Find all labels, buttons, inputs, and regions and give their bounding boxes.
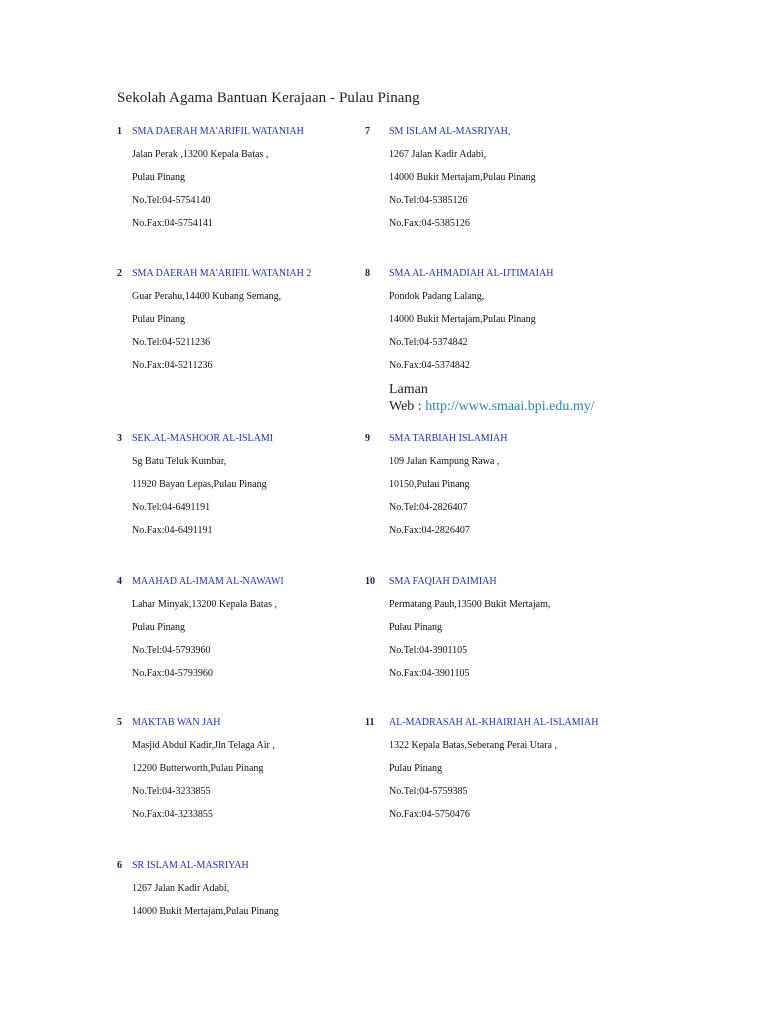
address-line: Masjid Abdul Kadir,Jln Telaga Air , — [132, 740, 275, 751]
school-number: 10 — [365, 576, 375, 587]
fax-number: No.Fax:04-5754141 — [132, 218, 213, 229]
phone-number: No.Tel:04-5374842 — [389, 337, 468, 348]
address-line: 14000 Bukit Mertajam,Pulau Pinang — [389, 172, 536, 183]
school-number: 11 — [365, 717, 375, 728]
school-name: SMA TARBIAH ISLAMIAH — [389, 433, 508, 444]
phone-number: No.Tel:04-2826407 — [389, 502, 468, 513]
phone-number: No.Tel:04-5754140 — [132, 195, 211, 206]
address-line: Pulau Pinang — [132, 622, 186, 633]
phone-number: No.Tel:04-5759385 — [389, 786, 468, 797]
address-line: 14000 Bukit Mertajam,Pulau Pinang — [132, 906, 279, 917]
fax-number: No.Fax:04-6491191 — [132, 525, 213, 536]
address-line: Pondok Padang Lalang, — [389, 291, 485, 302]
address-line: 1322 Kepala Batas,Seberang Perai Utara , — [389, 740, 557, 751]
fax-number: No.Fax:04-3901105 — [389, 668, 470, 679]
phone-number: No.Tel:04-3233855 — [132, 786, 211, 797]
school-number: 5 — [117, 717, 122, 728]
school-number: 1 — [117, 126, 122, 137]
website-label: Web : — [389, 399, 422, 414]
school-name: SMA DAERAH MA'ARIFIL WATANIAH 2 — [132, 268, 312, 279]
school-name: MAKTAB WAN JAH — [132, 717, 221, 728]
address-line: 14000 Bukit Mertajam,Pulau Pinang — [389, 314, 536, 325]
address-line: Permatang Pauh,13500 Bukit Mertajam, — [389, 599, 551, 610]
school-name: SEK.AL-MASHOOR AL-ISLAMI — [132, 433, 274, 444]
website-link[interactable]: http://www.smaai.bpi.edu.my/ — [425, 399, 595, 414]
fax-number: No.Fax:04-5750476 — [389, 809, 470, 820]
website-label: Laman — [389, 382, 428, 397]
address-line: 11920 Bayan Lepas,Pulau Pinang — [132, 479, 267, 490]
website-block — [389, 381, 595, 415]
address-line: Pulau Pinang — [132, 314, 186, 325]
address-line: Guar Perahu,14400 Kubang Semang, — [132, 291, 282, 302]
address-line: 12200 Butterworth,Pulau Pinang — [132, 763, 264, 774]
address-line: Lahar Minyak,13200 Kepala Batas , — [132, 599, 277, 610]
phone-number: No.Tel:04-6491191 — [132, 502, 211, 513]
school-name: SMA FAQIAH DAIMIAH — [389, 576, 497, 587]
school-number: 7 — [365, 126, 370, 137]
school-number: 6 — [117, 860, 122, 871]
fax-number: No.Fax:04-3233855 — [132, 809, 213, 820]
school-number: 2 — [117, 268, 122, 279]
school-number: 4 — [117, 576, 122, 587]
school-number: 9 — [365, 433, 370, 444]
fax-number: No.Fax:04-5385126 — [389, 218, 470, 229]
address-line: Pulau Pinang — [389, 763, 443, 774]
phone-number: No.Tel:04-5385126 — [389, 195, 468, 206]
address-line: Pulau Pinang — [132, 172, 186, 183]
school-name: AL-MADRASAH AL-KHAIRIAH AL-ISLAMIAH — [389, 717, 599, 728]
fax-number: No.Fax:04-5374842 — [389, 360, 470, 371]
address-line: Jalan Perak ,13200 Kepala Batas , — [132, 149, 269, 160]
address-line: 109 Jalan Kampung Rawa , — [389, 456, 500, 467]
school-number: 3 — [117, 433, 122, 444]
school-name: SR ISLAM AL-MASRIYAH — [132, 860, 249, 871]
phone-number: No.Tel:04-3901105 — [389, 645, 468, 656]
address-line: Pulau Pinang — [389, 622, 443, 633]
fax-number: No.Fax:04-5793960 — [132, 668, 213, 679]
school-number: 8 — [365, 268, 370, 279]
address-line: Sg Batu Teluk Kumbar, — [132, 456, 227, 467]
school-name: SMA AL-AHMADIAH AL-IJTIMAIAH — [389, 268, 554, 279]
phone-number: No.Tel:04-5211236 — [132, 337, 211, 348]
fax-number: No.Fax:04-5211236 — [132, 360, 213, 371]
phone-number: No.Tel:04-5793960 — [132, 645, 211, 656]
address-line: 1267 Jalan Kadir Adabi, — [389, 149, 487, 160]
school-name: MAAHAD AL-IMAM AL-NAWAWI — [132, 576, 284, 587]
fax-number: No.Fax:04-2826407 — [389, 525, 470, 536]
address-line: 10150,Pulau Pinang — [389, 479, 470, 490]
address-line: 1267 Jalan Kadir Adabi, — [132, 883, 230, 894]
page-title: Sekolah Agama Bantuan Kerajaan - Pulau Pinang — [117, 90, 420, 106]
school-name: SMA DAERAH MA'ARIFIL WATANIAH — [132, 126, 304, 137]
school-name: SM ISLAM AL-MASRIYAH, — [389, 126, 511, 137]
